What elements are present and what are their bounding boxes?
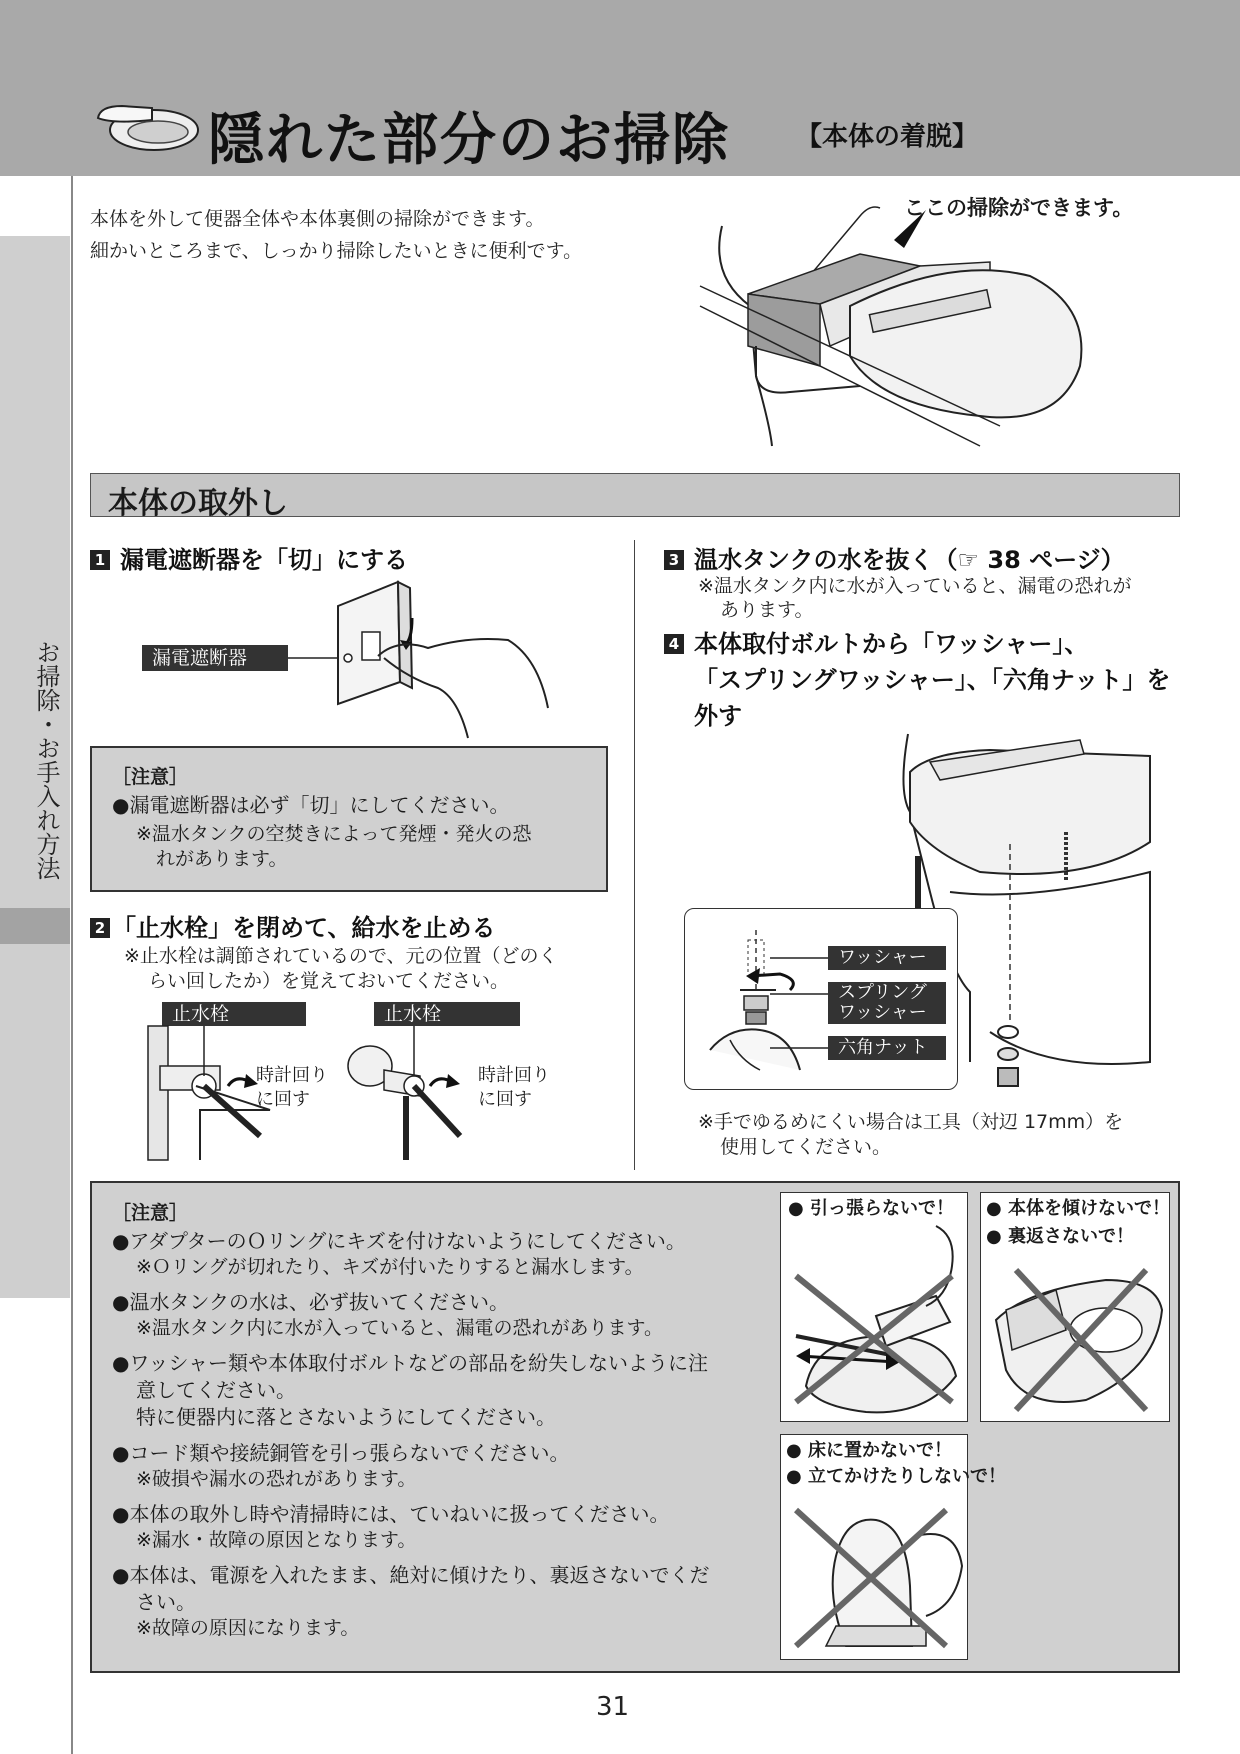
step4-note-2: 使用してください。 [720,1136,892,1158]
caution-item-note: ※温水タンク内に水が入っていると、漏電の恐れがあります。 [136,1317,664,1339]
bottom-caution-list [112,1228,772,1641]
spring-washer-label-line-2: ワッシャー [838,1002,927,1023]
page-number: 31 [596,1692,630,1722]
toilet-body-illustration [700,196,1100,456]
step3-note-2: あります。 [720,599,814,621]
section-title: 本体の取外し [108,486,288,521]
caution-item [112,1501,772,1553]
caution-item-text: ●コード類や接続銅管を引っ張らないでください。 [112,1441,570,1465]
step3-title: 温水タンクの水を抜く（☞ 38 ページ） [694,546,1125,574]
side-tab-label: お掃除・お手入れ方法 [32,640,60,880]
column-divider [634,540,635,1170]
caution-item-text: ●温水タンクの水は、必ず抜いてください。 [112,1290,510,1314]
no-floor-label-2: ● 立てかけたりしないで！ [786,1466,1006,1487]
caution-item-note: ※破損や漏水の恐れがあります。 [136,1468,417,1490]
bottom-caution-head: ［注意］ [112,1202,189,1224]
valve-label-right: 止水栓 [374,1002,520,1026]
caution-item-text: ●ワッシャー類や本体取付ボルトなどの部品を紛失しないように注 [112,1351,709,1375]
turn-right-line-2: に回す [478,1089,532,1110]
label-leader-lines [770,958,830,1058]
caution-item [112,1562,772,1641]
page-title: 隠れた部分のお掃除 [208,108,730,173]
no-tilting-label-1: ● 本体を傾けないで！ [986,1198,1170,1219]
breaker-label: 漏電遮断器 [142,645,288,671]
step1-caution-head: ［注意］ [112,766,189,788]
step2-note-2: らい回したか）を覚えておいてください。 [148,970,510,992]
stop-valve-right-illustration [340,1026,500,1160]
caution-item-note: ※故障の原因になります。 [136,1617,360,1639]
caution-item [112,1228,772,1280]
toilet-seat-icon [92,96,202,156]
step2-note-1: ※止水栓は調節されているので、元の位置（どのく [124,945,558,967]
caution-item-text-cont: 意してください。 [136,1378,296,1402]
step2-title: 「止水栓」を閉めて、給水を止める [112,914,496,942]
step1-caution-note-1: ※温水タンクの空焚きによって発煙・発火の恐 [136,823,532,845]
turn-left-text [256,1064,328,1112]
caution-item-text: ●本体は、電源を入れたまま、絶対に傾けたり、裏返さないでくだ [112,1563,710,1587]
step1-caution-note-2: れがあります。 [156,848,288,870]
valve-label-left: 止水栓 [162,1002,306,1026]
hex-nut-label: 六角ナット [828,1036,946,1060]
turn-left-line-2: に回す [256,1089,310,1110]
page-subtitle: 【本体の着脱】 [796,122,979,152]
caution-item-text: ●アダプターのＯリングにキズを付けないようにしてください。 [112,1229,686,1253]
step1-title: 漏電遮断器を「切」にする [120,546,408,574]
intro-line-1: 本体を外して便器全体や本体裏側の掃除ができます。 [90,208,545,230]
caution-item [112,1289,772,1341]
step4-title-line-2: 「スプリングワッシャー」、「六角ナット」を [694,666,1171,694]
side-tab-marker [0,908,70,944]
no-floor-label-1: ● 床に置かないで！ [786,1440,952,1461]
breaker-illustration [288,578,568,738]
no-tilting-label-2: ● 裏返さないで！ [986,1226,1134,1247]
step3-number: 3 [664,550,684,570]
step4-heading [664,626,1170,734]
step3-note-1: ※温水タンク内に水が入っていると、漏電の恐れが [698,575,1132,597]
no-pulling-label: ● 引っ張らないで！ [788,1198,954,1219]
turn-right-line-1: 時計回り [478,1065,550,1086]
step4-title-line-3: 外す [694,702,742,730]
caution-item-text-cont: さい。 [136,1590,196,1614]
step3-heading [664,540,1125,575]
spring-washer-label-line-1: スプリング [838,982,927,1003]
washer-label: ワッシャー [828,946,946,970]
turn-left-line-1: 時計回り [256,1065,328,1086]
caution-item [112,1440,772,1492]
spring-washer-label [828,982,946,1024]
caution-item-text-cont: 特に便器内に落とさないようにしてください。 [136,1405,556,1429]
margin-line [71,176,73,1754]
step4-note-1: ※手でゆるめにくい場合は工具（対辺 17mm）を [698,1111,1124,1133]
step1-caution-bullet: ●漏電遮断器は必ず「切」にしてください。 [112,793,510,817]
caution-item-note: ※Ｏリングが切れたり、キズが付いたりすると漏水します。 [136,1256,644,1278]
no-leaning-illustration [786,1496,962,1656]
callout-text: ここの掃除ができます。 [904,196,1134,220]
step1-heading [90,540,408,575]
caution-item-note: ※漏水・故障の原因となります。 [136,1529,417,1551]
caution-item [112,1350,772,1431]
step4-number: 4 [664,634,684,654]
intro-line-2: 細かいところまで、しっかり掃除したいときに便利です。 [90,240,583,262]
step4-title-line-1: 本体取付ボルトから「ワッシャー」、 [694,630,1089,658]
step2-number: 2 [90,918,110,938]
turn-right-text [478,1064,550,1112]
step1-number: 1 [90,550,110,570]
no-flipping-illustration [986,1260,1162,1416]
caution-item-text: ●本体の取外し時や清掃時には、ていねいに扱ってください。 [112,1502,670,1526]
step2-heading [90,908,496,943]
no-pulling-illustration [786,1226,962,1416]
